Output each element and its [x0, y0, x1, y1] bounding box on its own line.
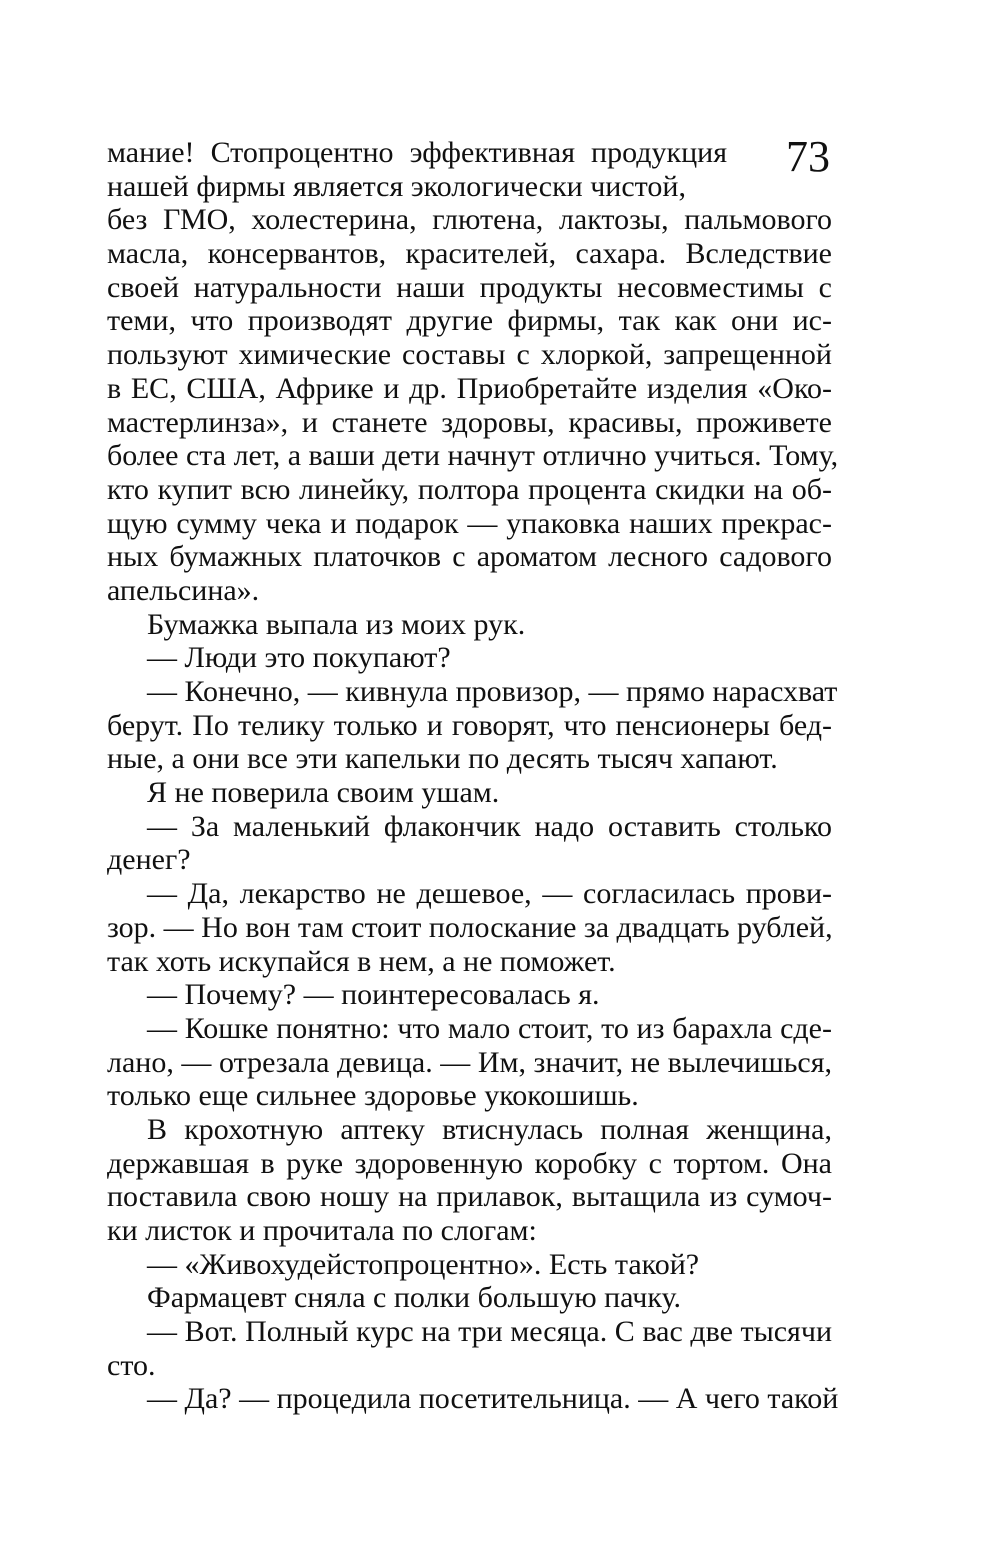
text-line: лано, — отрезала девица. — Им, значит, не вылечишься,	[107, 1045, 832, 1079]
text-line: Я не поверила своим ушам.	[147, 776, 500, 810]
text-line: — Кошке понятно: что мало стоит, то из барахла сде-	[147, 1011, 832, 1045]
text-line: пользуют химические составы с хлоркой, запрещенной	[107, 338, 832, 372]
text-line: — Конечно, — кивнула провизор, — прямо нарасхват	[147, 675, 838, 708]
text-line: сто.	[107, 1348, 156, 1382]
text-line: мастерлинза», и станете здоровы, красивы, проживете	[107, 405, 832, 439]
text-line: — Вот. Полный курс на три месяца. С вас две тысячи	[147, 1315, 832, 1349]
text-line: так хоть искупайся в нем, а не поможет.	[107, 944, 616, 978]
text-line: державшая в руке здоровенную коробку с тортом. Она	[107, 1146, 832, 1180]
text-line: теми, что производят другие фирмы, так как они ис-	[107, 304, 832, 338]
text-line: денег?	[107, 843, 191, 877]
text-line: В крохотную аптеку втиснулась полная женщина,	[147, 1112, 832, 1146]
body-text	[107, 136, 839, 1416]
text-line: берут. По телику только и говорят, что пенсионеры бед-	[107, 708, 832, 742]
text-line: — Люди это покупают?	[147, 641, 451, 675]
text-line: только еще сильнее здоровье укокошишь.	[107, 1079, 639, 1113]
text-line: ных бумажных платочков с ароматом лесного садового	[107, 540, 832, 574]
text-line: в ЕС, США, Африке и др. Приобретайте изделия «Око-	[107, 371, 832, 405]
text-line: своей натуральности наши продукты несовместимы с	[107, 270, 832, 304]
text-line: — «Живохудейстопроцентно». Есть такой?	[147, 1247, 700, 1281]
text-line: — Да, лекарство не дешевое, — согласилась прови-	[147, 877, 832, 911]
text-line: более ста лет, а ваши дети начнут отлично учиться. Тому,	[107, 439, 839, 473]
text-line: щую сумму чека и подарок — упаковка наших прекрас-	[107, 506, 832, 540]
text-line: Фармацевт сняла с полки большую пачку.	[147, 1281, 682, 1315]
text-line: апельсина».	[107, 573, 260, 607]
text-line: — За маленький флакончик надо оставить столько	[147, 809, 832, 843]
text-line: — Почему? — поинтересовалась я.	[147, 978, 600, 1012]
text-line: зор. — Но вон там стоит полоскание за двадцать рублей,	[107, 910, 833, 944]
text-line: мание! Стопроцентно эффективная продукция	[107, 136, 727, 169]
text-line: — Да? — процедила посетительница. — А чего такой	[147, 1382, 839, 1416]
text-line: без ГМО, холестерина, глютена, лактозы, пальмового	[107, 203, 832, 237]
text-line: кто купит всю линейку, полтора процента скидки на об-	[107, 472, 832, 506]
text-line: поставила свою ношу на прилавок, вытащила из сумоч-	[107, 1180, 832, 1214]
text-line: Бумажка выпала из моих рук.	[147, 607, 526, 641]
text-line: масла, консервантов, красителей, сахара. Вследствие	[107, 237, 832, 271]
text-line: ки листок и прочитала по слогам:	[107, 1214, 537, 1247]
text-line: ные, а они все эти капельки по десять тысяч хапают.	[107, 742, 778, 776]
page-number: 73	[786, 132, 830, 181]
text-line: нашей фирмы является экологически чистой,	[107, 169, 686, 203]
